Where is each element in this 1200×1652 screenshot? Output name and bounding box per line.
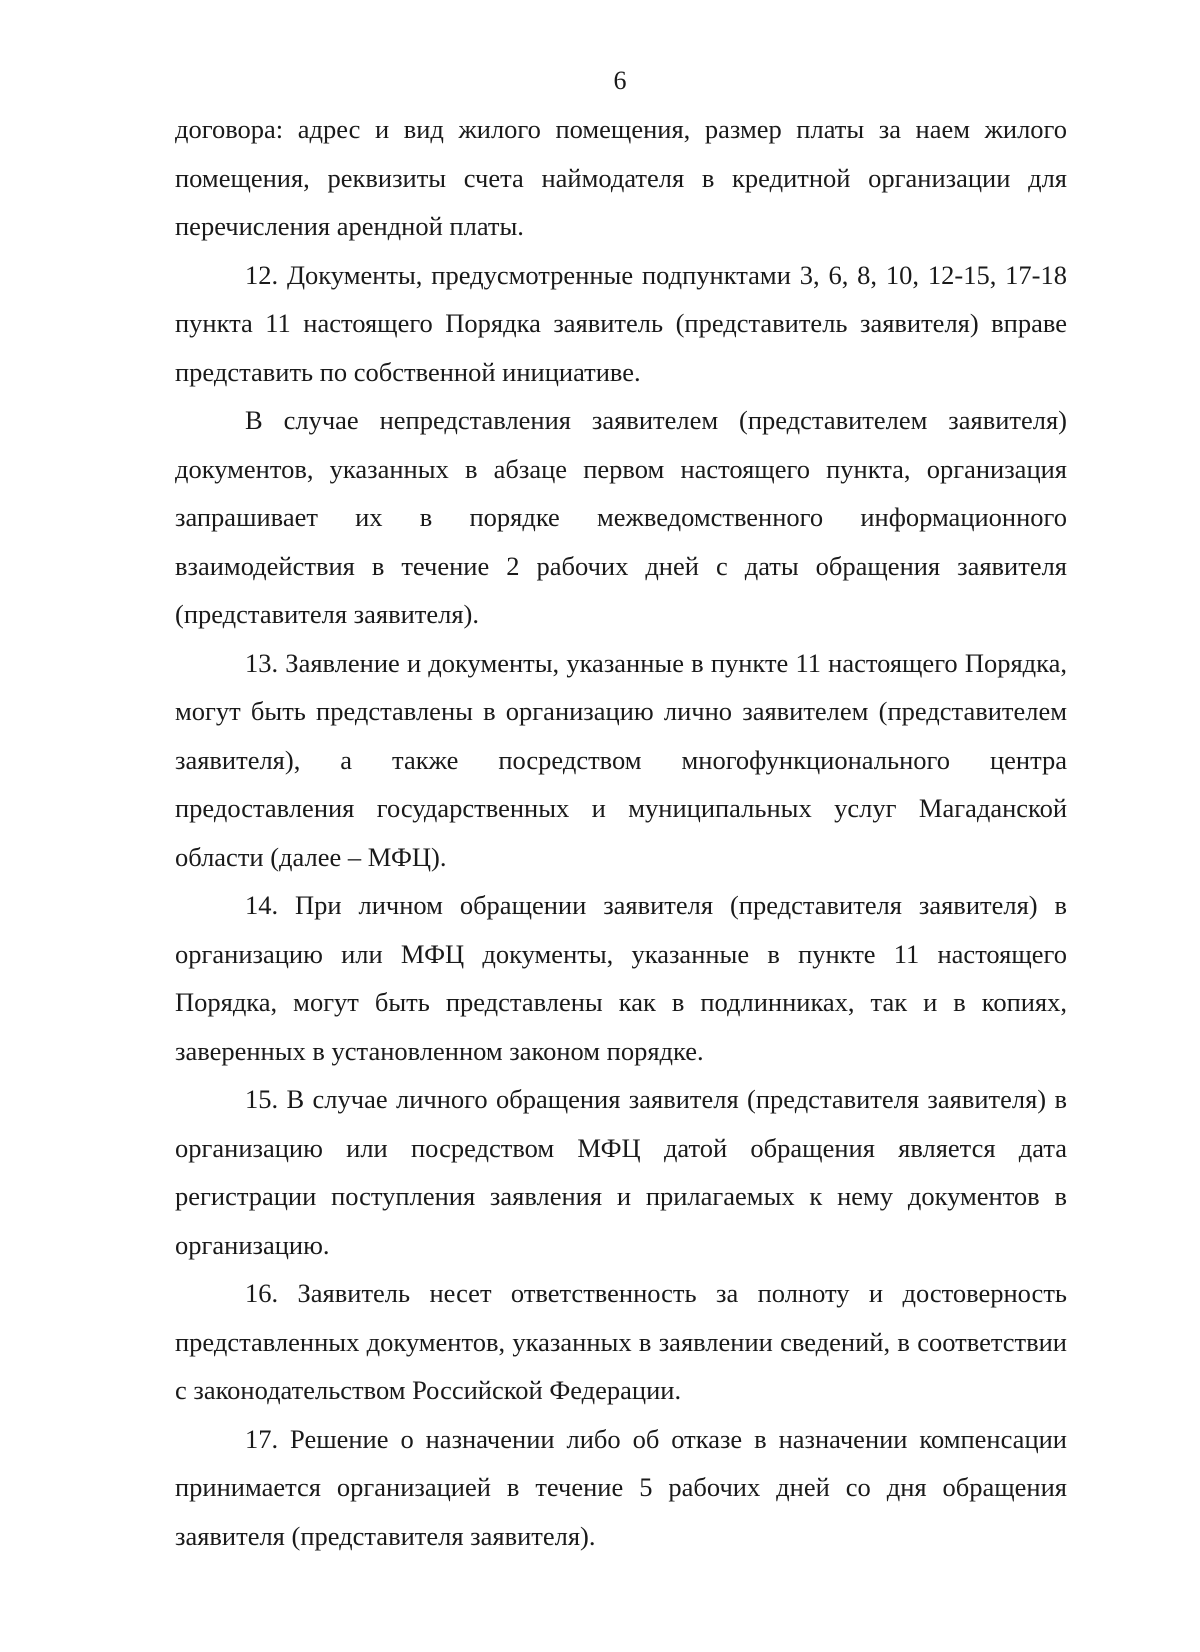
paragraph-continuation: договора: адрес и вид жилого помещения, размер платы за наем жилого помещения, реквизиты счета наймодателя в кредитной организации для перечисления арендной платы.: [175, 114, 1067, 241]
paragraph-12-second: В случае непредставления заявителем (представителем заявителя) документов, указанных в абзаце первом настоящего пункта, организация запрашивает их в порядке межведомственного информационного взаимодействия в течение 2 рабочих дней с даты обращения заявителя (представителя заявителя).: [175, 405, 1067, 629]
paragraph-13: 13. Заявление и документы, указанные в пункте 11 настоящего Порядка, могут быть представлены в организацию лично заявителем (представителем заявителя), а также посредством многофункционального центра предоставления государственных и муниципальных услуг Магаданской области (далее – МФЦ).: [175, 647, 1067, 872]
paragraph-17: 17. Решение о назначении либо об отказе в назначении компенсации принимается организацией в течение 5 рабочих дней со дня обращения заявителя (представителя заявителя).: [175, 1423, 1067, 1551]
paragraph-15: 15. В случае личного обращения заявителя (представителя заявителя) в организацию или посредством МФЦ датой обращения является дата регистрации поступления заявления и прилагаемых к нему документов в организацию.: [175, 1084, 1067, 1260]
paragraph-12: 12. Документы, предусмотренные подпунктами 3, 6, 8, 10, 12-15, 17-18 пункта 11 настоящего Порядка заявитель (представитель заявителя) вправе представить по собственной инициативе.: [175, 259, 1067, 387]
paragraph-16: 16. Заявитель несет ответственность за полноту и достоверность представленных документов, указанных в заявлении сведений, в соответствии с законодательством Российской Федерации.: [175, 1278, 1067, 1405]
paragraph-14: 14. При личном обращении заявителя (представителя заявителя) в организацию или МФЦ документы, указанные в пункте 11 настоящего Порядка, могут быть представлены как в подлинниках, так и в копиях, заверенных в установленном законом порядке.: [175, 890, 1067, 1066]
document-body: [175, 105, 1067, 1560]
page-number: 6: [613, 66, 627, 95]
